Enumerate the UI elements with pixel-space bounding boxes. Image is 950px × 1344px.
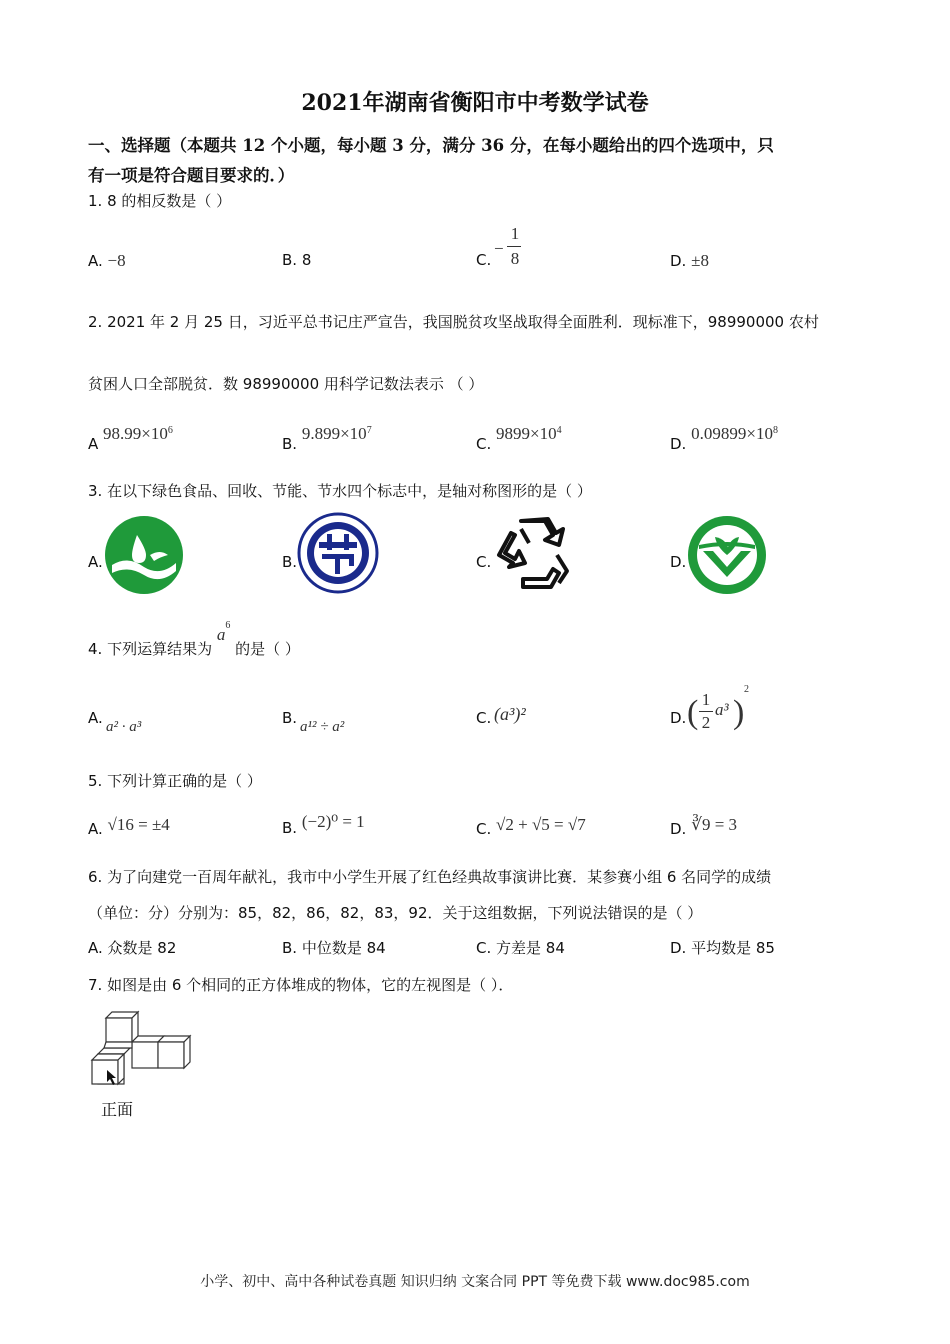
figure-front-label: 正面 [101, 1100, 134, 1119]
q2-option-b [282, 424, 372, 453]
q4-option-d-left-paren: ( [687, 694, 699, 731]
q4-stem-var: a [216, 625, 226, 644]
q1-option-c-numerator: 1 [510, 224, 520, 243]
section-heading-line2: 有一项是符合题目要求的．） [88, 166, 295, 185]
question-6-stem-line1: 6. 为了向建党一百周年献礼，我市中小学生开展了红色经典故事演讲比赛．某参赛小组 6 名同学的成绩 [88, 868, 772, 886]
q5-option-b [282, 812, 365, 837]
q4-option-d-fraction-bar [699, 711, 713, 712]
section-heading-line1: 一、选择题（本题共 12 个小题，每小题 3 分，满分 36 分，在每小题给出的四个选项中，只 [88, 136, 774, 155]
q2-option-a-exp: 6 [167, 425, 173, 436]
q4-option-d-right-paren: ) [733, 694, 745, 731]
q3-option-b-label: B. [282, 553, 298, 571]
q5-option-b-math: (−2)⁰ = 1 [301, 812, 365, 831]
q2-option-d-exp: 8 [772, 425, 778, 436]
cube-stack-figure [88, 1006, 198, 1088]
q2-option-c-base: 9899×10 [496, 424, 557, 443]
q2-option-d-base: 0.09899×10 [691, 424, 773, 443]
q1-option-a-math: −8 [107, 251, 126, 270]
recycle-logo-icon [493, 515, 573, 593]
q4-option-b-label: B. [282, 709, 298, 727]
question-3-stem: 3. 在以下绿色食品、回收、节能、节水四个标志中，是轴对称图形的是（ ） [88, 482, 592, 500]
q2-option-b-exp: 7 [366, 425, 372, 436]
q5-option-a-math: √16 = ±4 [107, 815, 170, 834]
q4-option-d-tail: a³ [715, 700, 729, 719]
question-1-stem: 1. 8 的相反数是（ ） [88, 192, 232, 210]
q2-option-c [476, 424, 562, 453]
water-saving-logo-icon [687, 515, 767, 595]
q4-stem-exp: 6 [225, 620, 231, 631]
q3-option-a-label: A. [88, 553, 103, 571]
green-food-logo-icon [104, 515, 184, 595]
q2-option-d-label: D. [670, 435, 687, 453]
q2-option-a [88, 424, 173, 453]
q1-option-a-label: A. [88, 252, 103, 270]
q4-option-a-math: a² · a³ [106, 719, 142, 735]
q5-option-c-label: C. [476, 820, 492, 838]
q2-option-b-label: B. [282, 435, 298, 453]
q4-option-c-math: (a³)² [494, 704, 526, 724]
q3-option-d-label: D. [670, 553, 687, 571]
q6-option-d: D. 平均数是 85 [670, 939, 775, 957]
q4-option-c-label: C. [476, 709, 492, 727]
q1-option-b: B. 8 [282, 251, 312, 269]
q2-option-c-exp: 4 [556, 425, 562, 436]
q1-option-d [670, 251, 709, 271]
q2-option-a-label: A [88, 435, 99, 453]
q2-option-a-base: 98.99×10 [103, 424, 168, 443]
q2-option-c-label: C. [476, 435, 492, 453]
q3-option-c-label: C. [476, 553, 492, 571]
page-title: 2021年湖南省衡阳市中考数学试卷 [301, 90, 649, 116]
q1-option-c-denominator: 8 [510, 249, 520, 268]
q6-option-a: A. 众数是 82 [88, 939, 177, 957]
q5-option-d-label: D. [670, 820, 687, 838]
question-2-stem-line1: 2. 2021 年 2 月 25 日，习近平总书记庄严宣告，我国脱贫攻坚战取得全面胜利．现标准下，98990000 农村 [88, 313, 819, 331]
q4-option-a-label: A. [88, 709, 103, 727]
q5-option-a [88, 815, 170, 838]
q1-option-d-label: D. [670, 252, 687, 270]
q2-option-b-base: 9.899×10 [301, 424, 367, 443]
q5-option-d [670, 815, 738, 838]
q6-option-c: C. 方差是 84 [476, 939, 565, 957]
q4-stem-pre: 4. 下列运算结果为 [88, 640, 213, 658]
q1-option-d-math: ±8 [691, 251, 709, 270]
q1-option-c-sign: − [494, 239, 504, 258]
q5-option-c-math: √2 + √5 = √7 [496, 815, 586, 834]
q4-option-d-outer-exp: 2 [744, 684, 749, 695]
q5-option-d-math: ∛9 = 3 [691, 815, 738, 834]
q1-option-c-fraction-bar [507, 246, 521, 247]
question-2-stem-line2: 贫困人口全部脱贫．数 98990000 用科学记数法表示 （ ） [88, 375, 484, 393]
question-4-stem [88, 620, 300, 659]
q2-option-d [670, 424, 778, 453]
question-7-stem: 7. 如图是由 6 个相同的正方体堆成的物体，它的左视图是（ ）． [88, 976, 514, 994]
q5-option-a-label: A. [88, 820, 103, 838]
q4-option-d-denominator: 2 [701, 713, 711, 732]
question-6-stem-line2: （单位：分）分别为：85，82，86，82，83，92．关于这组数据，下列说法错误的是（ ） [88, 904, 703, 922]
q5-option-b-label: B. [282, 819, 298, 837]
q4-option-d-numerator: 1 [701, 690, 711, 709]
q4-option-b-math: a¹² ÷ a² [300, 719, 345, 735]
q1-option-c-label: C. [476, 251, 492, 269]
q1-option-a [88, 251, 126, 271]
energy-saving-logo-icon [297, 512, 379, 594]
q4-option-d-label: D. [670, 709, 687, 727]
q5-option-c [476, 815, 586, 838]
q4-stem-post: 的是（ ） [235, 640, 300, 658]
question-5-stem: 5. 下列计算正确的是（ ） [88, 772, 262, 790]
page-footer: 小学、初中、高中各种试卷真题 知识归纳 文案合同 PPT 等免费下载 www.doc985.com [200, 1274, 750, 1290]
q6-option-b: B. 中位数是 84 [282, 939, 386, 957]
